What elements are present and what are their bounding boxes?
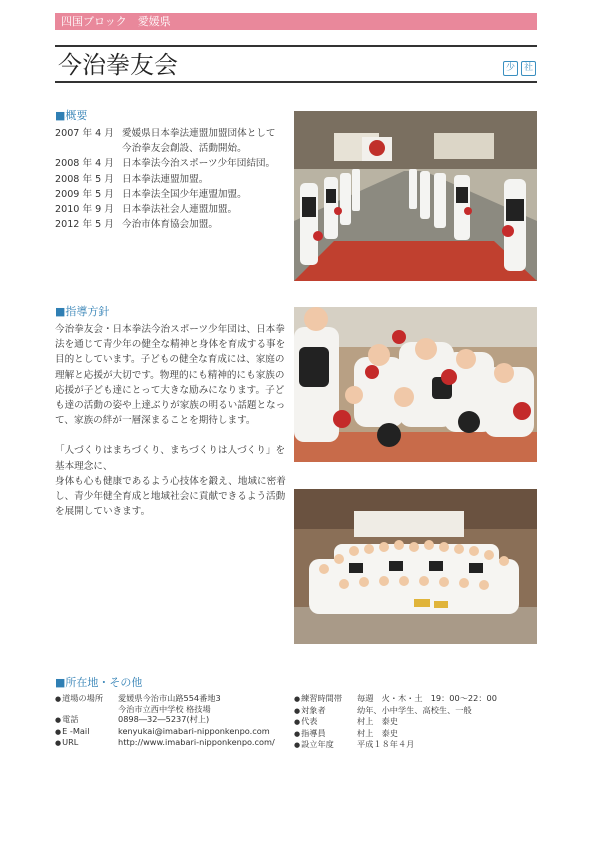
email-link[interactable]: kenyukai@imabari-nipponkenpo.com	[118, 725, 270, 736]
history-row: 2012 年 5 月 今治市体育協会加盟。	[55, 219, 218, 231]
info-row-email: ● E -Mail kenyukai@imabari-nipponkenpo.com	[55, 726, 290, 738]
policy-paragraph: 身体も心も健康であるよう心技体を鍛え、地域に密着し、青少年健全育成と地域社会に貢献できるよう活動を展開していきます。	[55, 475, 286, 518]
policy-text	[55, 322, 287, 519]
location-heading: ■所在地・その他	[55, 676, 143, 689]
page-title: 今治拳友会	[58, 51, 178, 79]
info-row-founded: ● 設立年度 平成１８年４月	[294, 739, 537, 751]
club-group-portrait-photo	[294, 489, 537, 644]
overview-heading: ■概要	[55, 109, 88, 122]
history-row: 2008 年 4 月 日本拳法今治スポーツ少年団結団。	[55, 158, 276, 170]
policy-paragraph: 今治拳友会・日本拳法今治スポーツ少年団は、日本拳法を通じて青少年の健全な精神と身体を育成する事を目的としています。子どもの健全な育成には、家庭の理解と応援が大切です。物理的にも精神的にも家族の応援が子ども達にとって大きな励みになります。子ども達の活動の姿や上達ぶりが家族の明るい話題となって、家族の絆が一層深まることを期待します。	[55, 324, 286, 427]
info-row-practice-time: ● 練習時間帯 毎週 火・木・土 19：00～22：00	[294, 693, 537, 705]
history-row: 2010 年 9 月 日本拳法社会人連盟加盟。	[55, 204, 238, 216]
region-label: 四国ブロック 愛媛県	[61, 15, 171, 28]
region-banner	[55, 13, 537, 30]
policy-heading: ■指導方針	[55, 305, 110, 318]
info-row-target: ● 対象者 幼年、小中学生、高校生、一般	[294, 705, 537, 717]
info-row-phone: ● 電話 0898―32―5237(村上)	[55, 714, 290, 726]
info-row-url: ● URL http://www.imabari-nipponkenpo.com/	[55, 737, 290, 749]
location-info-left	[55, 693, 290, 749]
title-rule-bottom	[55, 81, 537, 83]
info-row-instructor: ● 指導員 村上 泰史	[294, 728, 537, 740]
history-row: 2007 年 4 月 愛媛県日本拳法連盟加盟団体として今治拳友会創設、活動開始。	[55, 128, 276, 155]
history-list	[55, 126, 285, 232]
tag-adult-badge: 社	[521, 61, 536, 76]
children-group-photo	[294, 307, 537, 462]
dojo-lineup-photo	[294, 111, 537, 281]
website-link[interactable]: http://www.imabari-nipponkenpo.com/	[118, 737, 275, 748]
info-row-representative: ● 代表 村上 泰史	[294, 716, 537, 728]
tag-youth-badge: 少	[503, 61, 518, 76]
info-row-dojo-address: ● 道場の場所 愛媛県今治市山路554番地3 今治市立西中学校 格技場	[55, 693, 290, 714]
policy-paragraph: 「人づくりはまちづくり、まちづくりは人づくり」を基本理念に、	[55, 445, 286, 472]
history-row: 2008 年 5 月 日本拳法連盟加盟。	[55, 173, 209, 185]
history-row: 2009 年 5 月 日本拳法全国少年連盟加盟。	[55, 188, 247, 200]
location-info-right	[294, 693, 537, 751]
title-rule-top	[55, 45, 537, 47]
